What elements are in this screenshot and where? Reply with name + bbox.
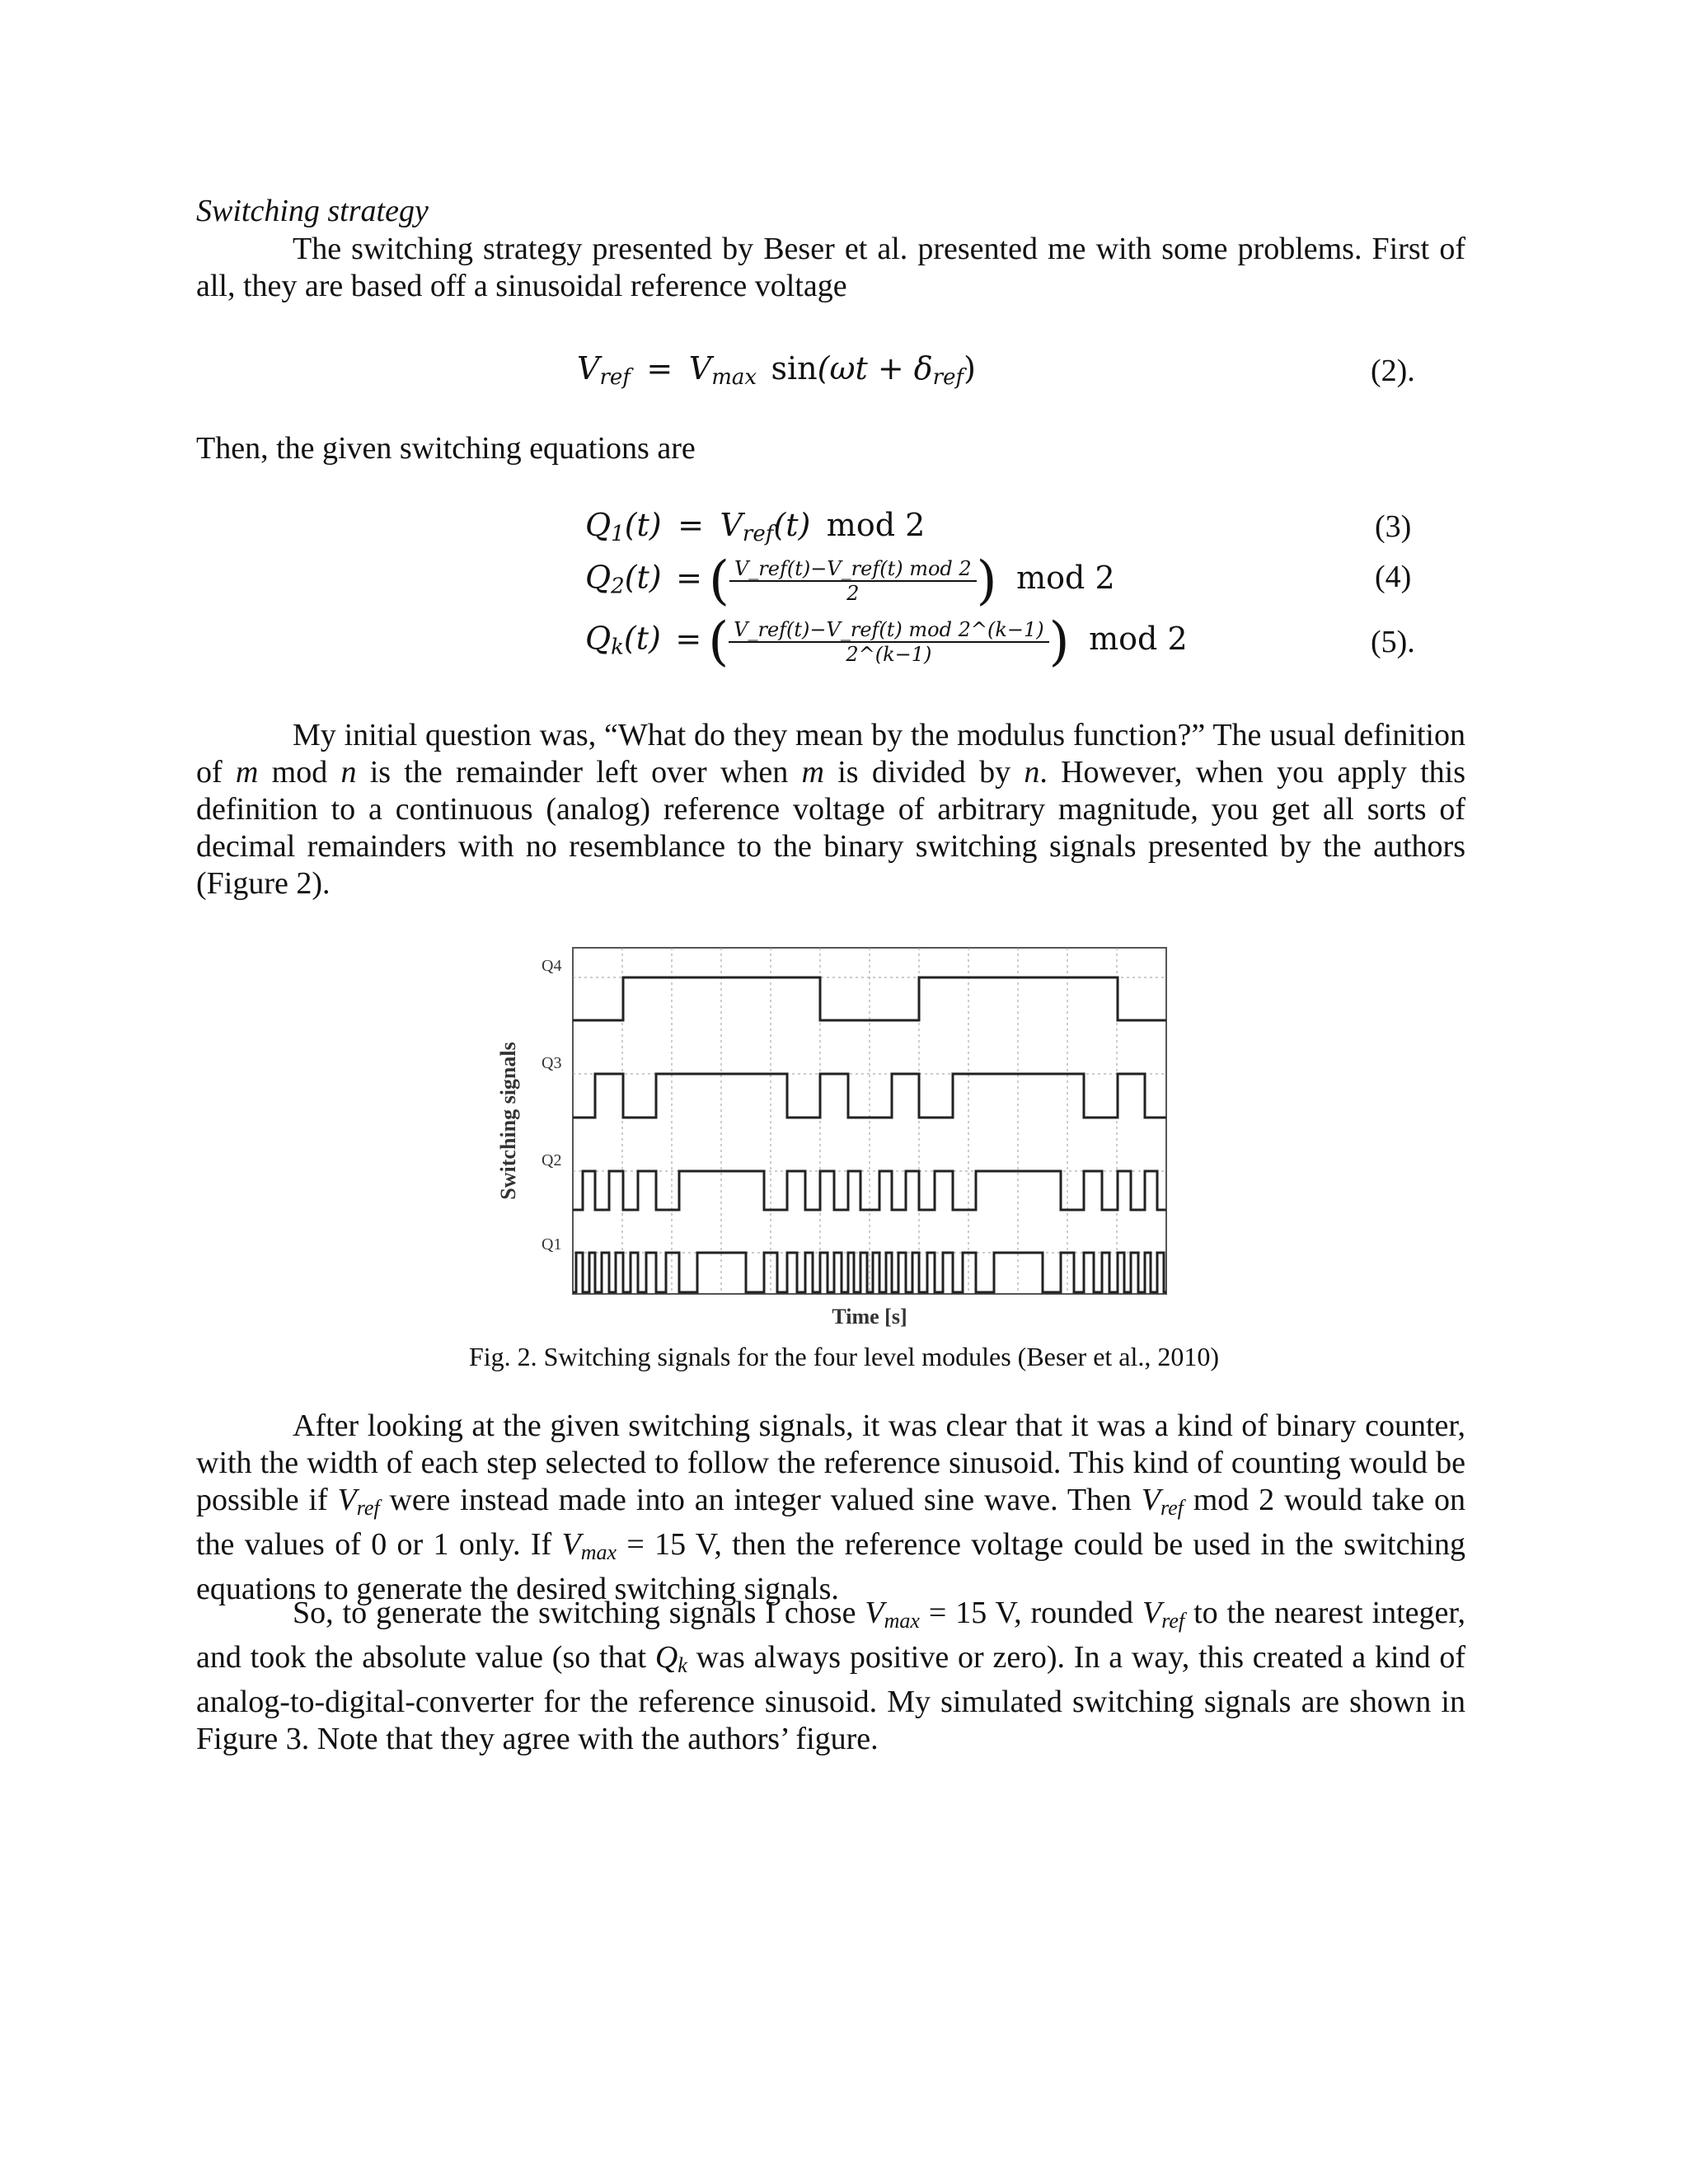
equation-4: $Q_2(t)$ = ( $\frac{\text{V\_ref(t)−V\_ref(t) mod 2}}{2}$ ) mod 2 — [585, 551, 1115, 612]
paragraph-1: The switching strategy presented by Beser et al. presented me with some problems. First of all, they are based off a sinusoidal reference voltage — [196, 232, 1465, 303]
equation-3-number: (3) — [1375, 509, 1412, 544]
signal-label: Q3 — [542, 1054, 562, 1072]
paragraph-4: After looking at the given switching signals, it was clear that it was a kind of binary counter, with the width of each step selected to follow the reference sinusoid. This kind of counting would be possible if $V_{ref}$ were instead made into an integer valued sine wave. Then $V_{ref}$ mod 2 would take on the values of 0 or 1 only. If $V_{max} = 15$ V, then the reference voltage could be used in the switching equations to generate the desired switching signals. — [196, 1408, 1465, 1606]
paragraph-3: My initial question was, “What do they mean by the modulus function?” The usual definition of m mod n is the remainder left over when m is divided by n. However, when you apply this definition to a continuous (analog) reference voltage of arbitrary magnitude, you get all sorts of decimal remainders with no resemblance to the binary switching signals presented by the authors (Figure 2). — [196, 718, 1466, 901]
equation-3: $Q_1(t) = V_{ref}(t)$ mod 2 — [585, 507, 926, 546]
plot-grid — [573, 948, 1166, 1294]
x-axis-label: Time [s] — [832, 1305, 907, 1329]
equation-4-number: (4) — [1375, 560, 1412, 594]
paragraph-2: Then, the given switching equations are — [196, 431, 696, 466]
equation-5-number: (5). — [1371, 625, 1415, 659]
figure-caption: Fig. 2. Switching signals for the four level modules (Beser et al., 2010) — [468, 1342, 1220, 1371]
equation-2: $V_{ref} = V_{max}$ $\sin(\omega t + \delta_{ref})$ — [577, 350, 976, 390]
signal-label: Q2 — [542, 1151, 562, 1169]
switching-signals-plot — [490, 938, 1191, 1333]
signal-label: Q1 — [542, 1235, 562, 1254]
paragraph-5: So, to generate the switching signals I chose $V_{max} = 15$ V, rounded $V_{ref}$ to the nearest integer, and took the absolute value (so that $Q_k$ was always positive or zero). In a way, this created a kind of analog-to-digital-converter for the reference sinusoid. My simulated switching signals are shown in Figure 3. Note that they agree with the authors’ figure. — [196, 1596, 1465, 1756]
signal-label: Q4 — [542, 957, 562, 975]
figure-2 — [490, 938, 1191, 1333]
page-body — [196, 191, 1465, 305]
y-axis-label: Switching signals — [496, 1042, 520, 1200]
section-heading: Switching strategy — [196, 194, 429, 228]
signal-labels — [542, 957, 561, 1254]
equation-5: $Q_k(t)$ = ( $\frac{\text{V\_ref(t)−V\_ref(t) mod 2\textasciicircum{}(k−1)}}{2\^{}(k-1)}$ ) mod 2 — [585, 612, 1188, 673]
equation-2-number: (2). — [1371, 354, 1415, 388]
